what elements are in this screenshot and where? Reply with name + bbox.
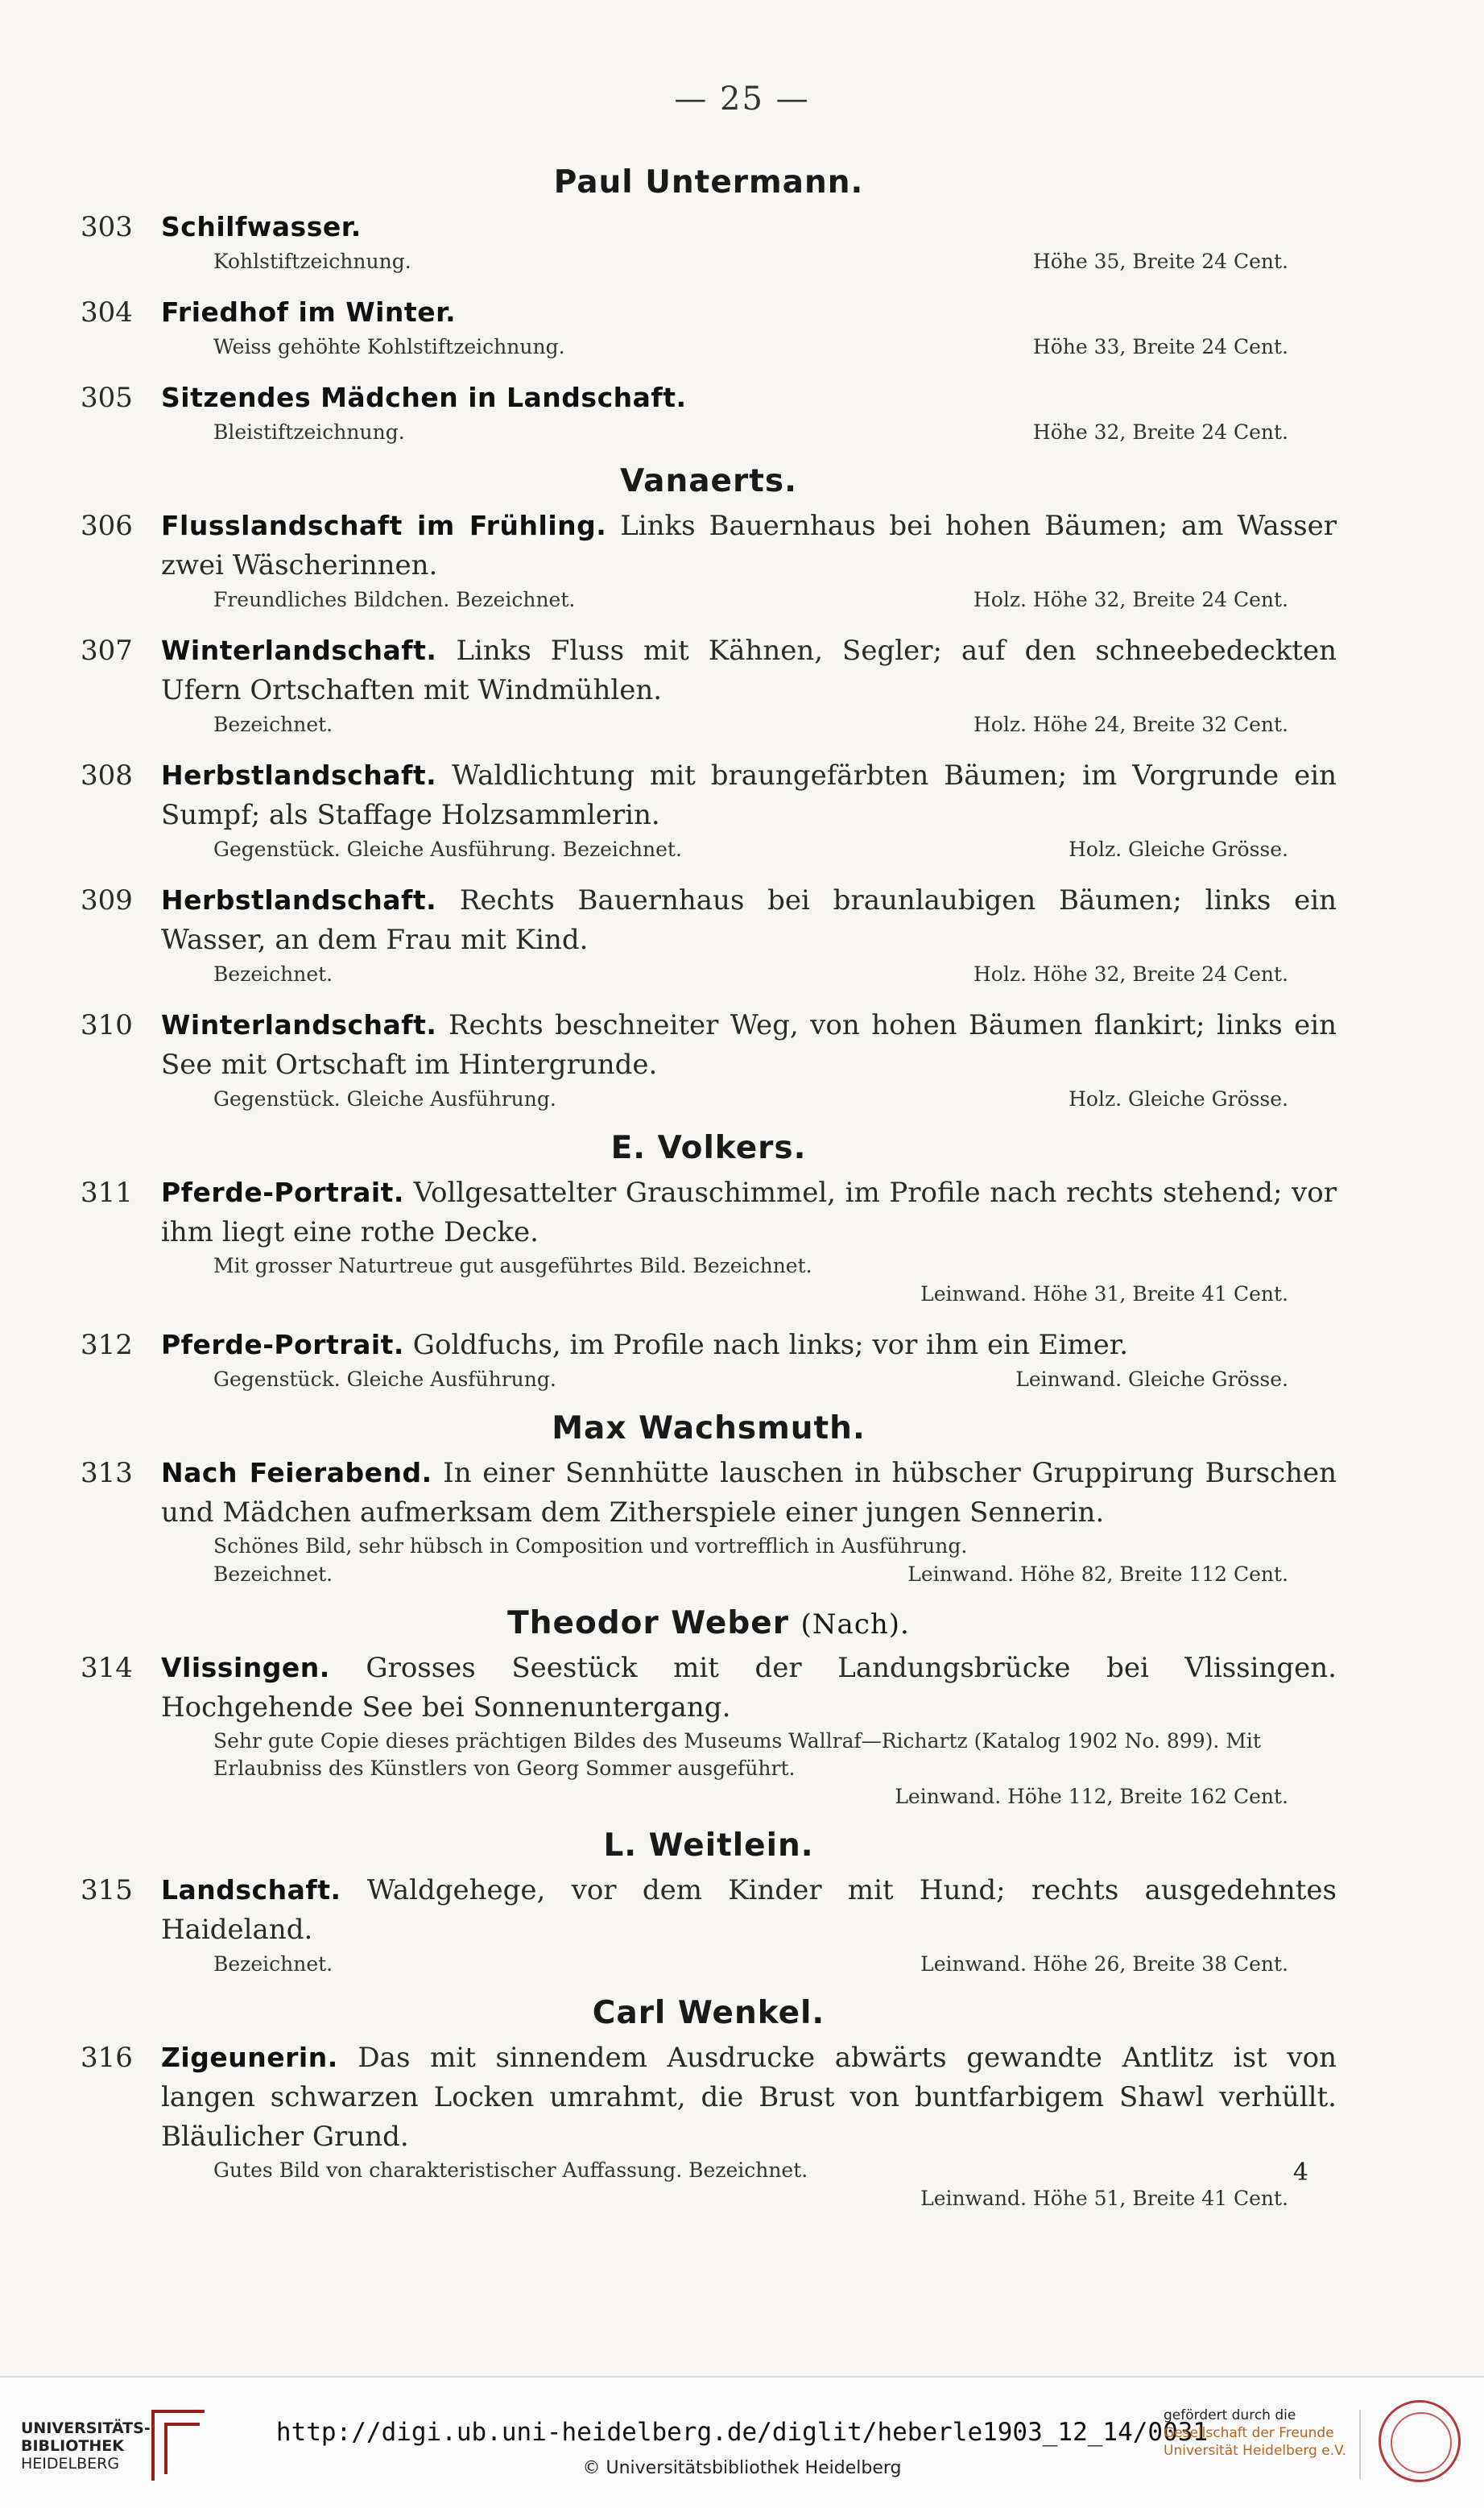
entry-title: Winterlandschaft. (161, 1009, 437, 1041)
entry-dimensions: Holz. Höhe 24, Breite 32 Cent. (973, 713, 1288, 736)
entry-number: 310 (81, 1009, 133, 1041)
entry-dimensions: Höhe 32, Breite 24 Cent. (1032, 420, 1288, 444)
entry-description: Das mit sinnendem Ausdrucke abwärts gewandte Antlitz ist von langen schwarzen Locken umrahmt, die Brust von buntfarbigem Shawl verhüllt. Bläulicher Grund. (161, 2042, 1337, 2153)
page-number: — 25 — (674, 81, 810, 118)
entry-medium-note: Gegenstück. Gleiche Ausführung. (213, 1087, 556, 1111)
catalog-entry (81, 207, 1337, 276)
entry-dimensions: Holz. Gleiche Grösse. (1069, 838, 1288, 861)
entry-details (81, 418, 1337, 447)
entry-title: Flusslandschaft im Frühling. (161, 510, 607, 541)
entry-number: 315 (81, 1874, 133, 1906)
entry-title: Nach Feierabend. (161, 1457, 432, 1488)
entry-dimensions: Leinwand. Höhe 82, Breite 112 Cent. (907, 1562, 1288, 1586)
entry-description: Goldfuchs, im Profile nach links; vor ihm ein Eimer. (412, 1329, 1129, 1361)
artist-heading (81, 1995, 1337, 2031)
library-name-line1: UNIVERSITÄTS- (21, 2419, 151, 2437)
catalog-entry (81, 1870, 1337, 1979)
catalog-entry (81, 292, 1337, 362)
entry-dimensions: Höhe 33, Breite 24 Cent. (1032, 335, 1288, 358)
entry-number: 309 (81, 884, 133, 917)
catalog-entry (81, 631, 1337, 739)
catalog-entry (81, 1005, 1337, 1114)
artist-name: L. Weitlein. (603, 1827, 814, 1864)
entry-main-line (81, 880, 1337, 960)
entry-number: 306 (81, 510, 133, 542)
sponsor-line1: gefördert durch die (1164, 2407, 1296, 2423)
sponsor-line2: Gesellschaft der Freunde (1164, 2425, 1334, 2441)
entry-main-line (81, 1453, 1337, 1533)
entry-medium-note: Weiss gehöhte Kohlstiftzeichnung. (213, 335, 565, 358)
entry-medium-note: Gegenstück. Gleiche Ausführung. Bezeichnet. (213, 838, 682, 861)
entry-medium-note: Bezeichnet. (213, 962, 333, 986)
entry-main-line (81, 207, 1337, 247)
entry-note: Sehr gute Copie dieses prächtigen Bildes des Museums Wallraf—Richartz (Katalog 1902 No. 899). Mit Erlaubniss des Künstlers von Georg Sommer ausgeführt. (213, 1729, 1261, 1780)
entry-dimensions: Leinwand. Höhe 112, Breite 162 Cent. (895, 1785, 1288, 1808)
entry-description: Waldlichtung mit braungefärbten Bäumen; im Vorgrunde ein Sumpf; als Staffage Holzsammlerin. (161, 759, 1337, 831)
entry-dimensions: Leinwand. Höhe 51, Breite 41 Cent. (920, 2187, 1288, 2210)
entry-title: Vlissingen. (161, 1652, 330, 1683)
entry-number: 307 (81, 635, 133, 667)
entry-main-line (81, 1005, 1337, 1085)
entry-details (81, 1560, 1337, 1589)
entry-details (81, 960, 1337, 989)
entry-title: Landschaft. (161, 1874, 341, 1906)
entry-medium-note: Gegenstück. Gleiche Ausführung. (213, 1368, 556, 1391)
entry-title: Winterlandschaft. (161, 635, 437, 666)
entry-description: In einer Sennhütte lauschen in hübscher Gruppirung Burschen und Mädchen aufmerksam dem Zitherspiele einer jungen Sennerin. (161, 1457, 1337, 1529)
sponsor-line3: Universität Heidelberg e.V. (1164, 2443, 1346, 2459)
catalog-entry (81, 1173, 1337, 1309)
entry-number: 314 (81, 1652, 133, 1684)
artist-heading (81, 1410, 1337, 1446)
entry-main-line (81, 2038, 1337, 2157)
entry-details (81, 247, 1337, 276)
entry-note: Schönes Bild, sehr hübsch in Composition und vortrefflich in Ausführung. (213, 1534, 968, 1558)
copyright-text: © Universitätsbibliothek Heidelberg (582, 2458, 902, 2478)
entry-medium-note: Bezeichnet. (213, 1562, 333, 1586)
entry-number: 313 (81, 1457, 133, 1489)
artist-note: (Nach). (800, 1608, 910, 1641)
entry-dimensions: Leinwand. Höhe 31, Breite 41 Cent. (920, 1282, 1288, 1306)
entry-details (81, 1365, 1337, 1394)
permalink-url[interactable]: http://digi.ub.uni-heidelberg.de/diglit/heberle1903_12_14/0031 (275, 2418, 1209, 2447)
artist-heading (81, 1827, 1337, 1864)
entry-medium-note: Kohlstiftzeichnung. (213, 250, 411, 273)
catalog-entry (81, 378, 1337, 447)
entry-details (81, 835, 1337, 864)
entry-title: Zigeunerin. (161, 2042, 338, 2073)
entry-dimensions: Leinwand. Höhe 26, Breite 38 Cent. (920, 1952, 1288, 1976)
footer-divider (1359, 2410, 1361, 2479)
artist-heading (81, 1130, 1337, 1166)
entry-title: Pferde-Portrait. (161, 1329, 404, 1360)
catalog-entry (81, 1325, 1337, 1394)
library-name-line3: HEIDELBERG (21, 2455, 120, 2473)
entry-dimensions: Leinwand. Gleiche Grösse. (1015, 1368, 1288, 1391)
artist-name: E. Volkers. (610, 1130, 807, 1166)
entry-title: Sitzendes Mädchen in Landschaft. (161, 382, 687, 413)
artist-name: Max Wachsmuth. (552, 1410, 866, 1446)
entry-medium-note: Bleistiftzeichnung. (213, 420, 405, 444)
entry-medium-note: Bezeichnet. (213, 713, 333, 736)
artist-name: Theodor Weber (507, 1605, 789, 1641)
catalog-entry (81, 1648, 1337, 1811)
footer (0, 2376, 1484, 2508)
entry-details (81, 333, 1337, 362)
entry-details (81, 586, 1337, 615)
artist-name: Vanaerts. (620, 463, 797, 499)
entry-main-line (81, 506, 1337, 586)
artist-heading (81, 1605, 1337, 1641)
catalog-entry (81, 880, 1337, 989)
entry-title: Pferde-Portrait. (161, 1177, 404, 1208)
entry-title: Schilfwasser. (161, 211, 362, 242)
entry-main-line (81, 378, 1337, 418)
entry-main-line (81, 631, 1337, 710)
entry-note: Mit grosser Naturtreue gut ausgeführtes Bild. Bezeichnet. (213, 1254, 812, 1277)
entry-main-line (81, 1173, 1337, 1252)
entry-details (81, 1085, 1337, 1114)
entry-dimensions: Höhe 35, Breite 24 Cent. (1032, 250, 1288, 273)
university-seal-icon (1379, 2400, 1461, 2482)
catalog-entry (81, 1453, 1337, 1589)
library-name-line2: BIBLIOTHEK (21, 2437, 124, 2455)
entry-medium-note: Bezeichnet. (213, 1952, 333, 1976)
entry-main-line (81, 755, 1337, 835)
entry-details (81, 1950, 1337, 1979)
sponsor-text[interactable] (1164, 2407, 1346, 2460)
catalog-entry (81, 755, 1337, 864)
entry-title: Herbstlandschaft. (161, 759, 437, 791)
entry-main-line (81, 292, 1337, 333)
entry-number: 308 (81, 759, 133, 792)
entry-title: Friedhof im Winter. (161, 296, 457, 328)
entry-dimensions: Holz. Höhe 32, Breite 24 Cent. (973, 962, 1288, 986)
catalog-content (81, 153, 1337, 2229)
entry-number: 304 (81, 296, 133, 329)
entry-number: 316 (81, 2042, 133, 2074)
entry-description: Rechts beschneiter Weg, von hohen Bäumen flankirt; links ein See mit Ortschaft im Hintergrunde. (161, 1009, 1337, 1081)
entry-description: Rechts Bauernhaus bei braunlaubigen Bäumen; links ein Wasser, an dem Frau mit Kind. (161, 884, 1337, 956)
entry-dimensions: Holz. Höhe 32, Breite 24 Cent. (973, 588, 1288, 611)
entry-main-line (81, 1648, 1337, 1728)
artist-heading (81, 463, 1337, 499)
entry-note: Gutes Bild von charakteristischer Auffassung. Bezeichnet. (213, 2158, 808, 2182)
entry-number: 303 (81, 211, 133, 243)
artist-name: Paul Untermann. (553, 164, 864, 201)
entry-number: 311 (81, 1177, 133, 1209)
entry-main-line (81, 1870, 1337, 1950)
catalog-entry (81, 506, 1337, 615)
entry-medium-note: Freundliches Bildchen. Bezeichnet. (213, 588, 576, 611)
entry-description: Waldgehege, vor dem Kinder mit Hund; rechts ausgedehntes Haideland. (161, 1874, 1337, 1946)
entry-description: Grosses Seestück mit der Landungsbrücke bei Vlissingen. Hochgehende See bei Sonnenuntergang. (161, 1652, 1337, 1724)
entry-dimensions: Holz. Gleiche Grösse. (1069, 1087, 1288, 1111)
signature-mark: 4 (1292, 2158, 1308, 2187)
entry-number: 312 (81, 1329, 133, 1361)
entry-title: Herbstlandschaft. (161, 884, 437, 916)
entry-details (81, 710, 1337, 739)
entry-description: Links Bauernhaus bei hohen Bäumen; am Wasser zwei Wäscherinnen. (161, 510, 1337, 581)
artist-name: Carl Wenkel. (592, 1995, 825, 2031)
artist-heading (81, 164, 1337, 201)
entry-number: 305 (81, 382, 133, 414)
entry-description: Vollgesattelter Grauschimmel, im Profile nach rechts stehend; vor ihm liegt eine rothe Decke. (161, 1177, 1337, 1248)
entry-main-line (81, 1325, 1337, 1365)
entry-description: Links Fluss mit Kähnen, Segler; auf den schneebedeckten Ufern Ortschaften mit Windmühlen. (161, 635, 1337, 706)
catalog-entry (81, 2038, 1337, 2213)
